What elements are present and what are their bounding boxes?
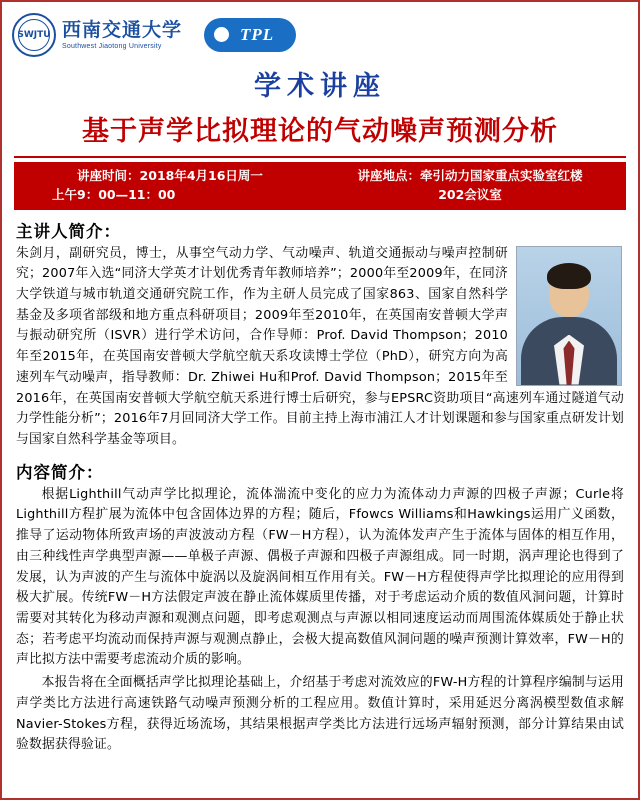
info-band xyxy=(14,162,626,210)
swjtu-wordmark xyxy=(62,20,182,50)
swjtu-seal-text: SWJTU xyxy=(17,29,51,40)
headline: 学术讲座 xyxy=(254,71,386,102)
content-section-title: 内容简介： xyxy=(16,462,104,482)
lecture-time-line1: 讲座时间：2018年4月16日周一 xyxy=(77,168,263,183)
speaker-bio: 朱剑月，副研究员，博士，从事空气动力学、气动噪声、轨道交通振动与噪声控制研究；2007年入选“同济大学英才计划优秀青年教师培养”；2000年至2009年，在同济大学铁道与城市轨道交通研究院工作，作为主研人员完成了国家863、国家自然科学基金及多项省部级和地方重点科研项目；2009年至2010年，在英国南安普顿大学声与振动研究所（ISVR）进行学术访问，合作导师：Prof. David Thompson；2010年至2015年，在英国南安普顿大学航空航天系攻读博士学位（PhD），研究方向为高速列车气动噪声，指导教师：Dr. Zhiwei Hu和Prof. David Thompson；2015年至2016年，在英国南安普顿大学航空航天系进行博士后研究，参与EPSRC资助项目“高速列车通过隧道气动力学性能分析”；2016年7月回同济大学工作。目前主持上海市浦江人才计划课题和参与国家重点研发计划与国家自然科学基金等项目。 xyxy=(16,245,624,447)
speaker-photo xyxy=(516,246,622,386)
swjtu-logo xyxy=(12,13,182,57)
speaker-section-title: 主讲人简介： xyxy=(16,221,121,241)
university-name-en: Southwest Jiaotong University xyxy=(62,42,162,50)
lecture-place-line1: 讲座地点：牵引动力国家重点实验室红楼 xyxy=(357,168,583,183)
university-name-cn: 西南交通大学 xyxy=(62,19,183,42)
speaker-block xyxy=(16,244,624,451)
portrait-hair-shape xyxy=(547,263,591,289)
tpl-lab-logo xyxy=(204,18,296,52)
lecture-time xyxy=(20,167,320,205)
speaker-section xyxy=(2,210,638,451)
content-paragraph-1: 根据Lighthill气动声学比拟理论，流体湍流中变化的应力为流体动力声源的四极子声源；Curle将Lighthill方程扩展为流体中包含固体边界的方程；随后，Ffowcs Williams和Hawkings运用广义函数，推导了运动物体所致声场的声波波动方程（FW－H方程），认为流体发声产生于流体与固体的相互作用，由三种线性声学典型声源——单极子声源、偶极子声源和四极子声源组成。同一时期，涡声理论也得到了发展，认为声波的产生与流体中旋涡以及旋涡间相互作用有关。FW－H方程使得声学比拟理论的应用得到极大扩展。传统FW－H方法假定声波在静止流体媒质里传播，对于考虑运动介质的数值风洞问题，计算时需要对其转化为移动声源和观测点问题，即考虑观测点与声源以相同速度运动而周围流体媒质处于静止状态；若考虑平均流动而保持声源与观测点静止，会极大提高数值风洞问题的噪声预测计算效率，FW－H的声比拟方法中需要考虑流动介质的影响。 xyxy=(16,486,624,668)
tpl-logo-text: TPL xyxy=(239,25,275,44)
title-divider xyxy=(14,156,626,158)
page-title: 基于声学比拟理论的气动噪声预测分析 xyxy=(82,116,558,147)
lecture-place xyxy=(320,167,620,205)
logo-bar xyxy=(2,2,638,62)
lecture-time-line2: 上午9：00—11：00 xyxy=(52,186,176,202)
content-section xyxy=(2,451,638,756)
swjtu-seal-icon xyxy=(12,13,56,57)
content-paragraph-2: 本报告将在全面概括声学比拟理论基础上，介绍基于考虑对流效应的FW-H方程的计算程序编制与运用声学类比方法进行高速铁路气动噪声预测分析的工程应用。数值计算时，采用延迟分离涡模型数值求解Navier-Stokes方程，获得近场流场，其结果根据声学类比方法进行远场声辐射预测，部分计算结果由试验数据获得验证。 xyxy=(16,675,624,753)
lecture-place-line2: 202会议室 xyxy=(438,186,502,202)
